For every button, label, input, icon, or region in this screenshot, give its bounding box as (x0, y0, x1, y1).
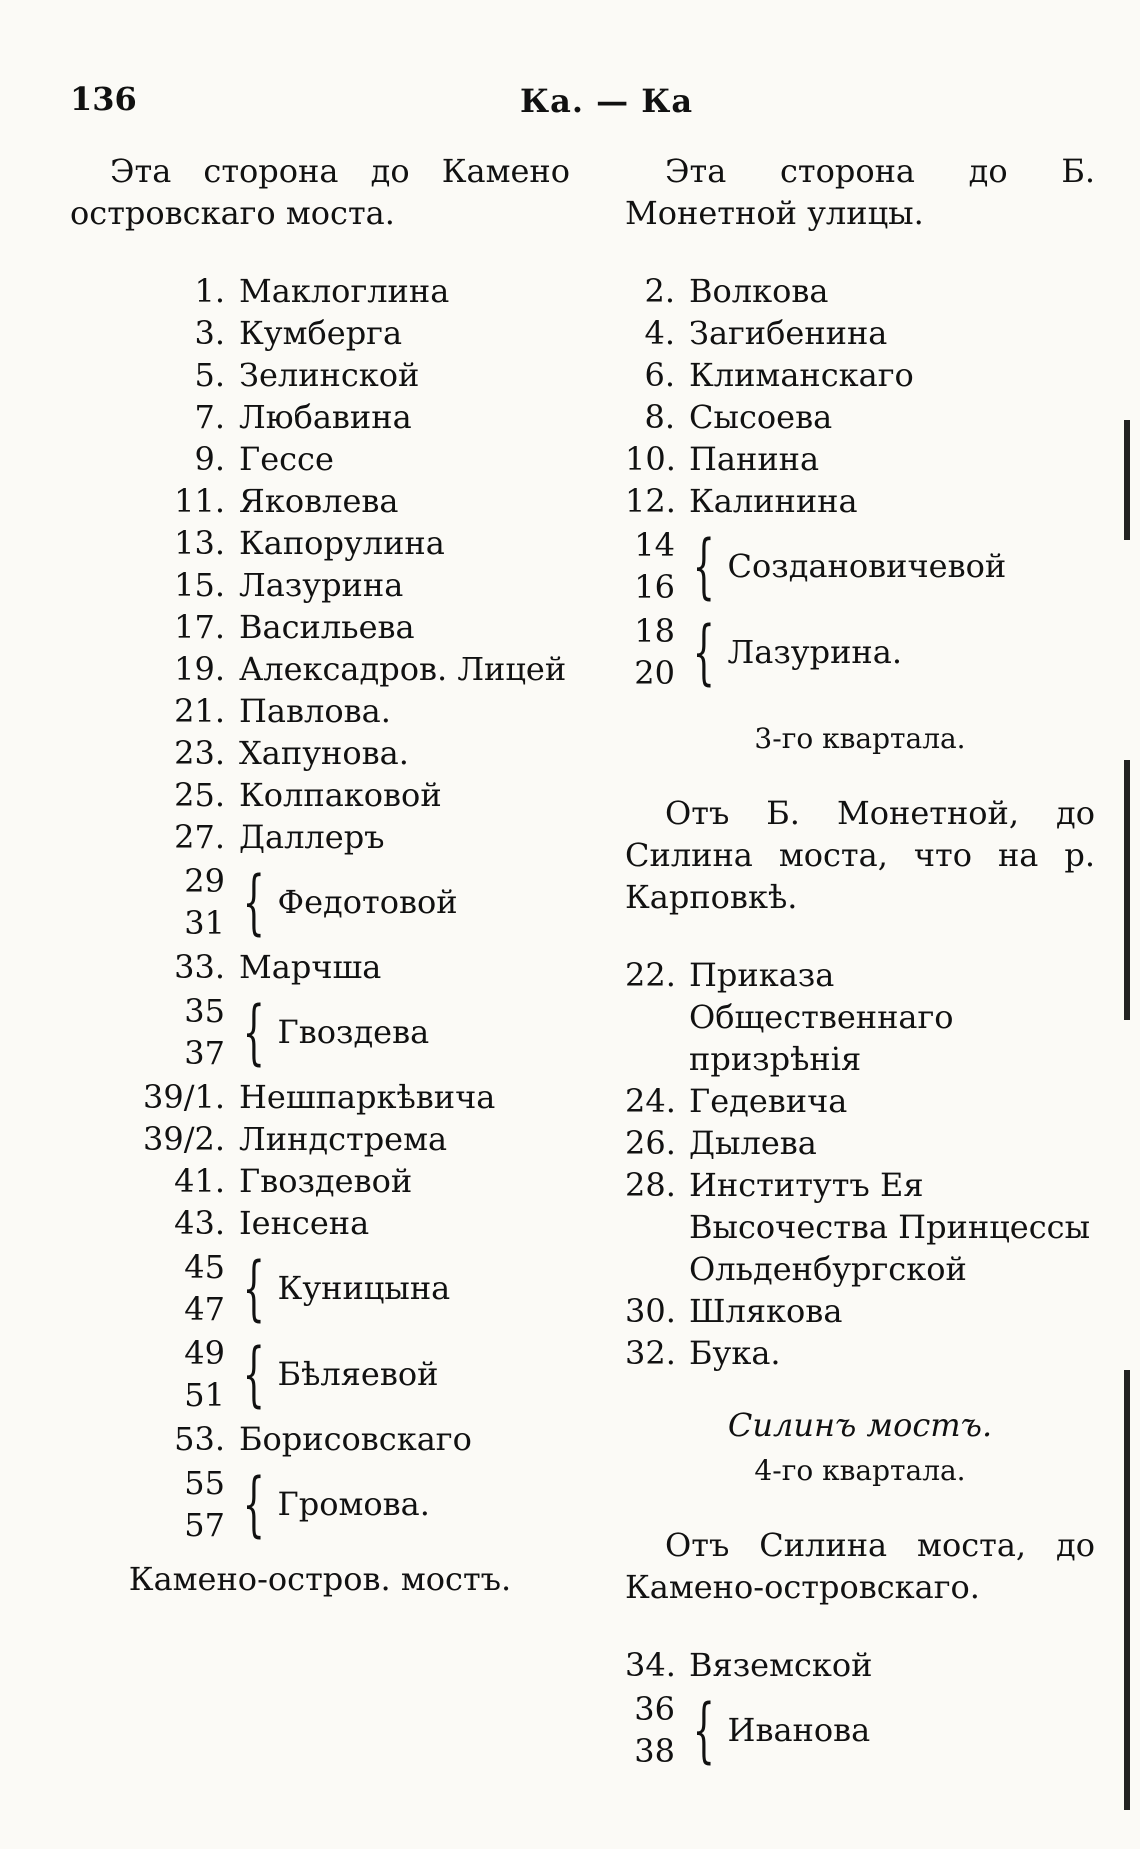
house-number-fraction: 39/1. (142, 1078, 225, 1116)
house-number: 47 (184, 1290, 225, 1328)
binding-edge-mark (1124, 1370, 1130, 1810)
owner-name: Бука. (689, 1334, 781, 1372)
house-number: 57 (184, 1506, 225, 1544)
grouped-entry (70, 860, 570, 944)
house-number: 38 (634, 1732, 675, 1770)
grouped-entry (625, 1688, 1095, 1772)
owner-name: Яковлева (239, 482, 399, 520)
list-item (625, 1080, 1095, 1122)
right-list-4 (625, 1644, 1095, 1772)
house-number: 12. (625, 482, 676, 520)
owner-name: Вяземской (689, 1646, 873, 1684)
house-number: 16 (634, 568, 675, 606)
owner-name: Лазурина (239, 566, 404, 604)
left-intro: Эта сторона до Камено островскаго моста. (70, 152, 570, 232)
list-item (70, 564, 570, 606)
house-number: 15. (174, 566, 225, 604)
brace-icon: { (242, 1463, 265, 1545)
house-number: 21. (174, 692, 225, 730)
grouped-entry (70, 1246, 570, 1330)
house-number: 17. (174, 608, 225, 646)
section-intro: Отъ Силина моста, до Камено-островскаго. (625, 1526, 1095, 1606)
owner-name: Хапунова. (239, 734, 409, 772)
house-number: 35 (184, 992, 225, 1030)
owner-name: Любавина (239, 398, 412, 436)
right-list-3 (625, 954, 1095, 1374)
house-number: 19. (174, 650, 225, 688)
list-item (625, 438, 1095, 480)
house-number: 28. (625, 1166, 676, 1204)
brace-icon: { (692, 1689, 715, 1771)
list-item (625, 1644, 1095, 1686)
grouped-entry (625, 524, 1095, 608)
owner-name: Куницына (277, 1269, 451, 1307)
owner-name: Загибенина (689, 314, 888, 352)
binding-edge-mark (1124, 420, 1130, 540)
house-number: 26. (625, 1124, 676, 1162)
house-number: 4. (644, 314, 675, 352)
owner-name: Колпаковой (239, 776, 442, 814)
list-item (70, 480, 570, 522)
house-number: 24. (625, 1082, 676, 1120)
list-item (625, 270, 1095, 312)
grouped-entry (70, 1332, 570, 1416)
owner-name: Даллеръ (239, 818, 385, 856)
section-heading: 4-го квартала. (754, 1454, 966, 1487)
list-item (70, 312, 570, 354)
section-heading: 3-го квартала. (754, 722, 966, 755)
right-intro: Эта сторона до Б. Монетной улицы. (625, 152, 1095, 232)
list-item (70, 1160, 570, 1202)
owner-name: Федотовой (277, 883, 458, 921)
house-number: 36 (634, 1690, 675, 1728)
list-item (625, 396, 1095, 438)
house-number: 30. (625, 1292, 676, 1330)
grouped-entry (70, 990, 570, 1074)
owner-name: Шлякова (689, 1292, 843, 1330)
owner-name: Приказа Общественнаго призрѣнія (689, 956, 954, 1078)
house-number: 23. (174, 734, 225, 772)
owner-name: Бѣляевой (277, 1355, 439, 1393)
owner-name: Кумберга (239, 314, 403, 352)
house-number: 20 (634, 654, 675, 692)
list-item (70, 270, 570, 312)
owner-name: Павлова. (239, 692, 391, 730)
house-number-fraction: 39/2. (142, 1120, 225, 1158)
list-item (70, 648, 570, 690)
brace-icon: { (242, 1247, 265, 1329)
house-number: 37 (184, 1034, 225, 1072)
house-number: 43. (174, 1204, 225, 1242)
brace-icon: { (242, 861, 265, 943)
owner-name: Сысоева (689, 398, 833, 436)
list-item (70, 774, 570, 816)
owner-name: Панина (689, 440, 820, 478)
house-number: 13. (174, 524, 225, 562)
owner-name: Гвоздевой (239, 1162, 413, 1200)
owner-name: Васильева (239, 608, 415, 646)
owner-name: Алексадров. Лицей (239, 650, 567, 688)
owner-name: Гессе (239, 440, 334, 478)
owner-name: Институтъ Ея Высочества Принцессы Ольденбургской (689, 1166, 1091, 1288)
owner-name: Волкова (689, 272, 829, 310)
owner-name: Громова. (277, 1485, 430, 1523)
house-number: 9. (194, 440, 225, 478)
running-title: Ка. — Ка (520, 82, 694, 120)
list-item (70, 522, 570, 564)
owner-name: Лазурина. (727, 633, 902, 671)
owner-name: Иванова (727, 1711, 871, 1749)
house-number: 29 (184, 862, 225, 900)
list-item (625, 954, 1095, 1080)
house-number: 10. (625, 440, 676, 478)
list-item (70, 606, 570, 648)
house-number: 49 (184, 1334, 225, 1372)
owner-name: Климанскаго (689, 356, 914, 394)
bridge-heading: Силинъ мостъ. (727, 1406, 993, 1444)
house-number: 18 (634, 612, 675, 650)
owner-name: Іенсена (239, 1204, 370, 1242)
house-number: 45 (184, 1248, 225, 1286)
house-number: 31 (184, 904, 225, 942)
list-item (625, 312, 1095, 354)
list-item (70, 690, 570, 732)
list-item (625, 1332, 1095, 1374)
left-list (70, 270, 570, 1546)
house-number: 41. (174, 1162, 225, 1200)
house-number: 25. (174, 776, 225, 814)
bridge-heading: Камено-остров. мостъ. (128, 1560, 512, 1598)
list-item (625, 1290, 1095, 1332)
house-number: 27. (174, 818, 225, 856)
owner-name: Линдстрема (239, 1120, 448, 1158)
owner-name: Нешпаркѣвича (239, 1078, 496, 1116)
house-number: 5. (194, 356, 225, 394)
brace-icon: { (242, 1333, 265, 1415)
list-item (70, 1118, 570, 1160)
brace-icon: { (242, 991, 265, 1073)
house-number: 8. (644, 398, 675, 436)
house-number: 14 (634, 526, 675, 564)
house-number: 51 (184, 1376, 225, 1414)
owner-name: Калинина (689, 482, 858, 520)
house-number: 2. (644, 272, 675, 310)
list-item (625, 354, 1095, 396)
owner-name: Марчша (239, 948, 382, 986)
house-number: 34. (625, 1646, 676, 1684)
list-item (70, 946, 570, 988)
house-number: 1. (194, 272, 225, 310)
brace-icon: { (692, 611, 715, 693)
house-number: 22. (625, 956, 676, 994)
list-item (70, 1418, 570, 1460)
list-item (70, 396, 570, 438)
grouped-entry (625, 610, 1095, 694)
house-number: 7. (194, 398, 225, 436)
left-column (70, 150, 570, 1600)
list-item (70, 816, 570, 858)
house-number: 6. (644, 356, 675, 394)
owner-name: Создановичевой (727, 547, 1007, 585)
list-item (70, 1076, 570, 1118)
owner-name: Гедевича (689, 1082, 848, 1120)
house-number: 55 (184, 1464, 225, 1502)
list-item (625, 1122, 1095, 1164)
list-item (70, 732, 570, 774)
owner-name: Борисовскаго (239, 1420, 472, 1458)
list-item (70, 354, 570, 396)
list-item (70, 438, 570, 480)
section-intro: Отъ Б. Монетной, до Силина моста, что на р. Карповкѣ. (625, 794, 1095, 916)
list-item (625, 480, 1095, 522)
owner-name: Капорулина (239, 524, 445, 562)
house-number: 3. (194, 314, 225, 352)
owner-name: Зелинской (239, 356, 420, 394)
house-number: 11. (174, 482, 225, 520)
brace-icon: { (692, 525, 715, 607)
list-item (625, 1164, 1095, 1290)
owner-name: Маклоглина (239, 272, 450, 310)
house-number: 32. (625, 1334, 676, 1372)
grouped-entry (70, 1462, 570, 1546)
page-number: 136 (70, 80, 137, 118)
owner-name: Дылева (689, 1124, 817, 1162)
right-column (625, 150, 1095, 1784)
binding-edge-mark (1124, 760, 1130, 1020)
owner-name: Гвоздева (277, 1013, 430, 1051)
house-number: 33. (174, 948, 225, 986)
list-item (70, 1202, 570, 1244)
house-number: 53. (174, 1420, 225, 1458)
right-list (625, 270, 1095, 694)
